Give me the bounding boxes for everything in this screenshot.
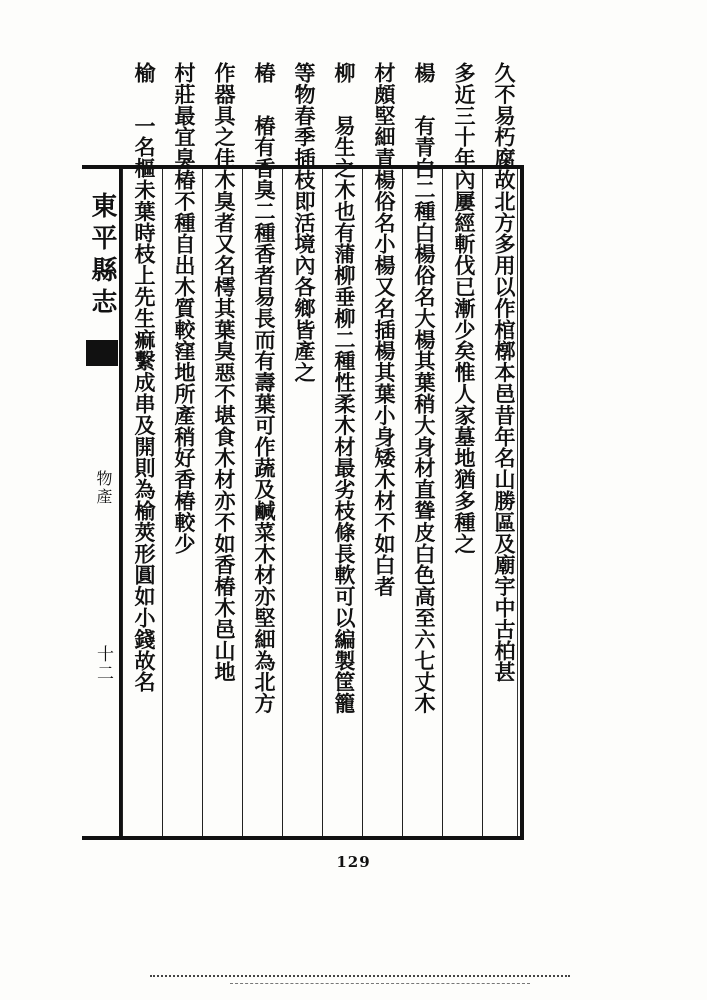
fishtail-mark xyxy=(86,340,118,366)
text-column xyxy=(364,62,404,597)
book-title: 東平縣志 xyxy=(87,192,117,320)
text-column xyxy=(124,62,164,693)
text-column xyxy=(324,62,364,714)
entry-heading: 榆 xyxy=(132,62,157,84)
text-column xyxy=(244,62,284,714)
section-label: 物產 xyxy=(94,470,113,506)
entry-heading: 楊 xyxy=(412,62,437,84)
column-text: 等物春季插枝即活境內各鄉皆產之 xyxy=(292,62,317,383)
column-text: 作器具之佳木臭者又名樗其葉臭惡不堪食木材亦不如香椿木邑山地 xyxy=(212,62,237,683)
scan-artifact-line xyxy=(150,975,570,977)
column-text: 久不易朽腐故北方多用以作棺槨本邑昔年名山勝區及廟宇中古柏甚 xyxy=(492,62,517,683)
page-number: 129 xyxy=(336,853,371,871)
column-text: 材頗堅細青楊俗名小楊又名插楊其葉小身矮木材不如白者 xyxy=(372,62,397,597)
column-text: 椿有香臭二種香者易長而有壽葉可作蔬及鹹菜木材亦堅細為北方 xyxy=(252,114,277,715)
text-column xyxy=(204,62,244,683)
scan-artifact-line xyxy=(230,983,530,984)
entry-heading: 柳 xyxy=(332,62,357,84)
column-divider xyxy=(122,169,123,836)
column-text: 易生之木也有蒲柳垂柳二種性柔木材最劣枝條長軟可以編製筐籠 xyxy=(332,114,357,715)
leaf-number: 十二 xyxy=(93,645,113,683)
column-text: 有青白二種白楊俗名大楊其葉稍大身材直聳皮白色高至六七丈木 xyxy=(412,114,437,715)
text-column xyxy=(284,62,324,383)
column-text: 一名樞未葉時枝上先生痲繫成串及開則為榆莢形圓如小錢故名 xyxy=(132,114,157,693)
column-text: 村莊最宜臭椿不種自出木質較窪地所產稍好香椿較少 xyxy=(172,62,197,555)
text-column xyxy=(404,62,444,714)
column-text: 多近三十年內屢經斬伐已漸少矣惟人家墓地猶多種之 xyxy=(452,62,477,555)
text-column xyxy=(444,62,484,554)
entry-heading: 椿 xyxy=(252,62,277,84)
text-column xyxy=(164,62,204,554)
text-column xyxy=(484,62,524,683)
